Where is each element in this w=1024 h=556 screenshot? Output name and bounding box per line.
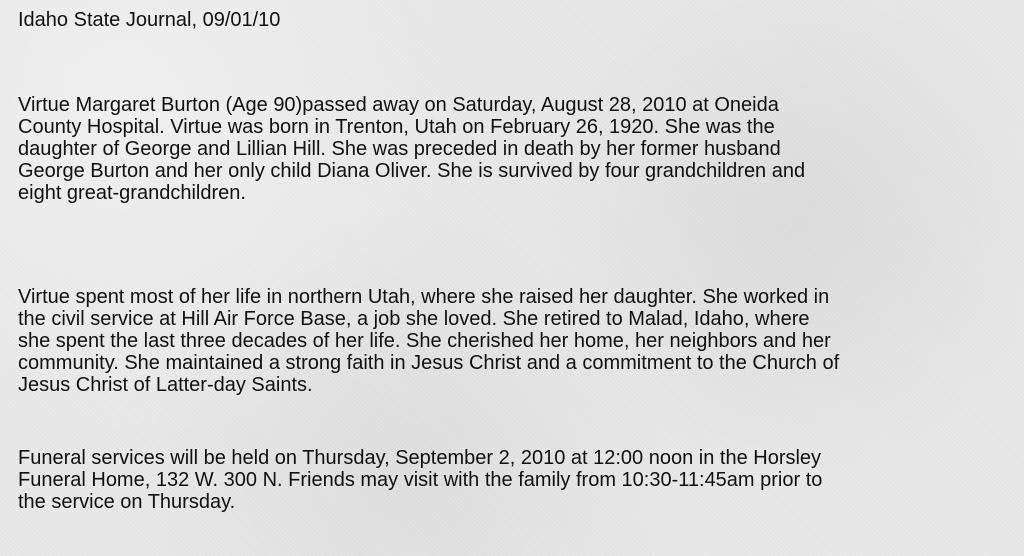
paragraph-line: Virtue spent most of her life in northern Utah, where she raised her daughter. She worked in	[18, 286, 830, 308]
paragraph-line: Funeral Home, 132 W. 300 N. Friends may visit with the family from 10:30-11:45am prior to	[18, 469, 823, 491]
obituary-paragraph-funeral-info	[18, 447, 1018, 513]
paragraph-line: daughter of George and Lillian Hill. She was preceded in death by her former husband	[18, 138, 781, 160]
paragraph-line: County Hospital. Virtue was born in Trenton, Utah on February 26, 1920. She was the	[18, 116, 775, 138]
paragraph-line: Virtue Margaret Burton (Age 90)passed away on Saturday, August 28, 2010 at Oneida	[18, 94, 779, 116]
paragraph-line: George Burton and her only child Diana Oliver. She is survived by four grandchildren and	[18, 160, 806, 182]
paragraph-line: eight great-grandchildren.	[18, 182, 246, 204]
paragraph-line: the service on Thursday.	[18, 491, 236, 513]
paragraph-line: Funeral services will be held on Thursday, September 2, 2010 at 12:00 noon in the Horsley	[18, 447, 822, 469]
paragraph-line: she spent the last three decades of her life. She cherished her home, her neighbors and her	[18, 330, 831, 352]
newspaper-source-date: Idaho State Journal, 09/01/10	[18, 9, 281, 31]
paragraph-line: the civil service at Hill Air Force Base, a job she loved. She retired to Malad, Idaho, where	[18, 308, 810, 330]
paragraph-line: community. She maintained a strong faith in Jesus Christ and a commitment to the Church of	[18, 352, 840, 374]
obituary-paragraph-life-summary	[18, 94, 1018, 204]
paragraph-line: Jesus Christ of Latter-day Saints.	[18, 374, 313, 396]
obituary-paragraph-biography	[18, 286, 1018, 396]
